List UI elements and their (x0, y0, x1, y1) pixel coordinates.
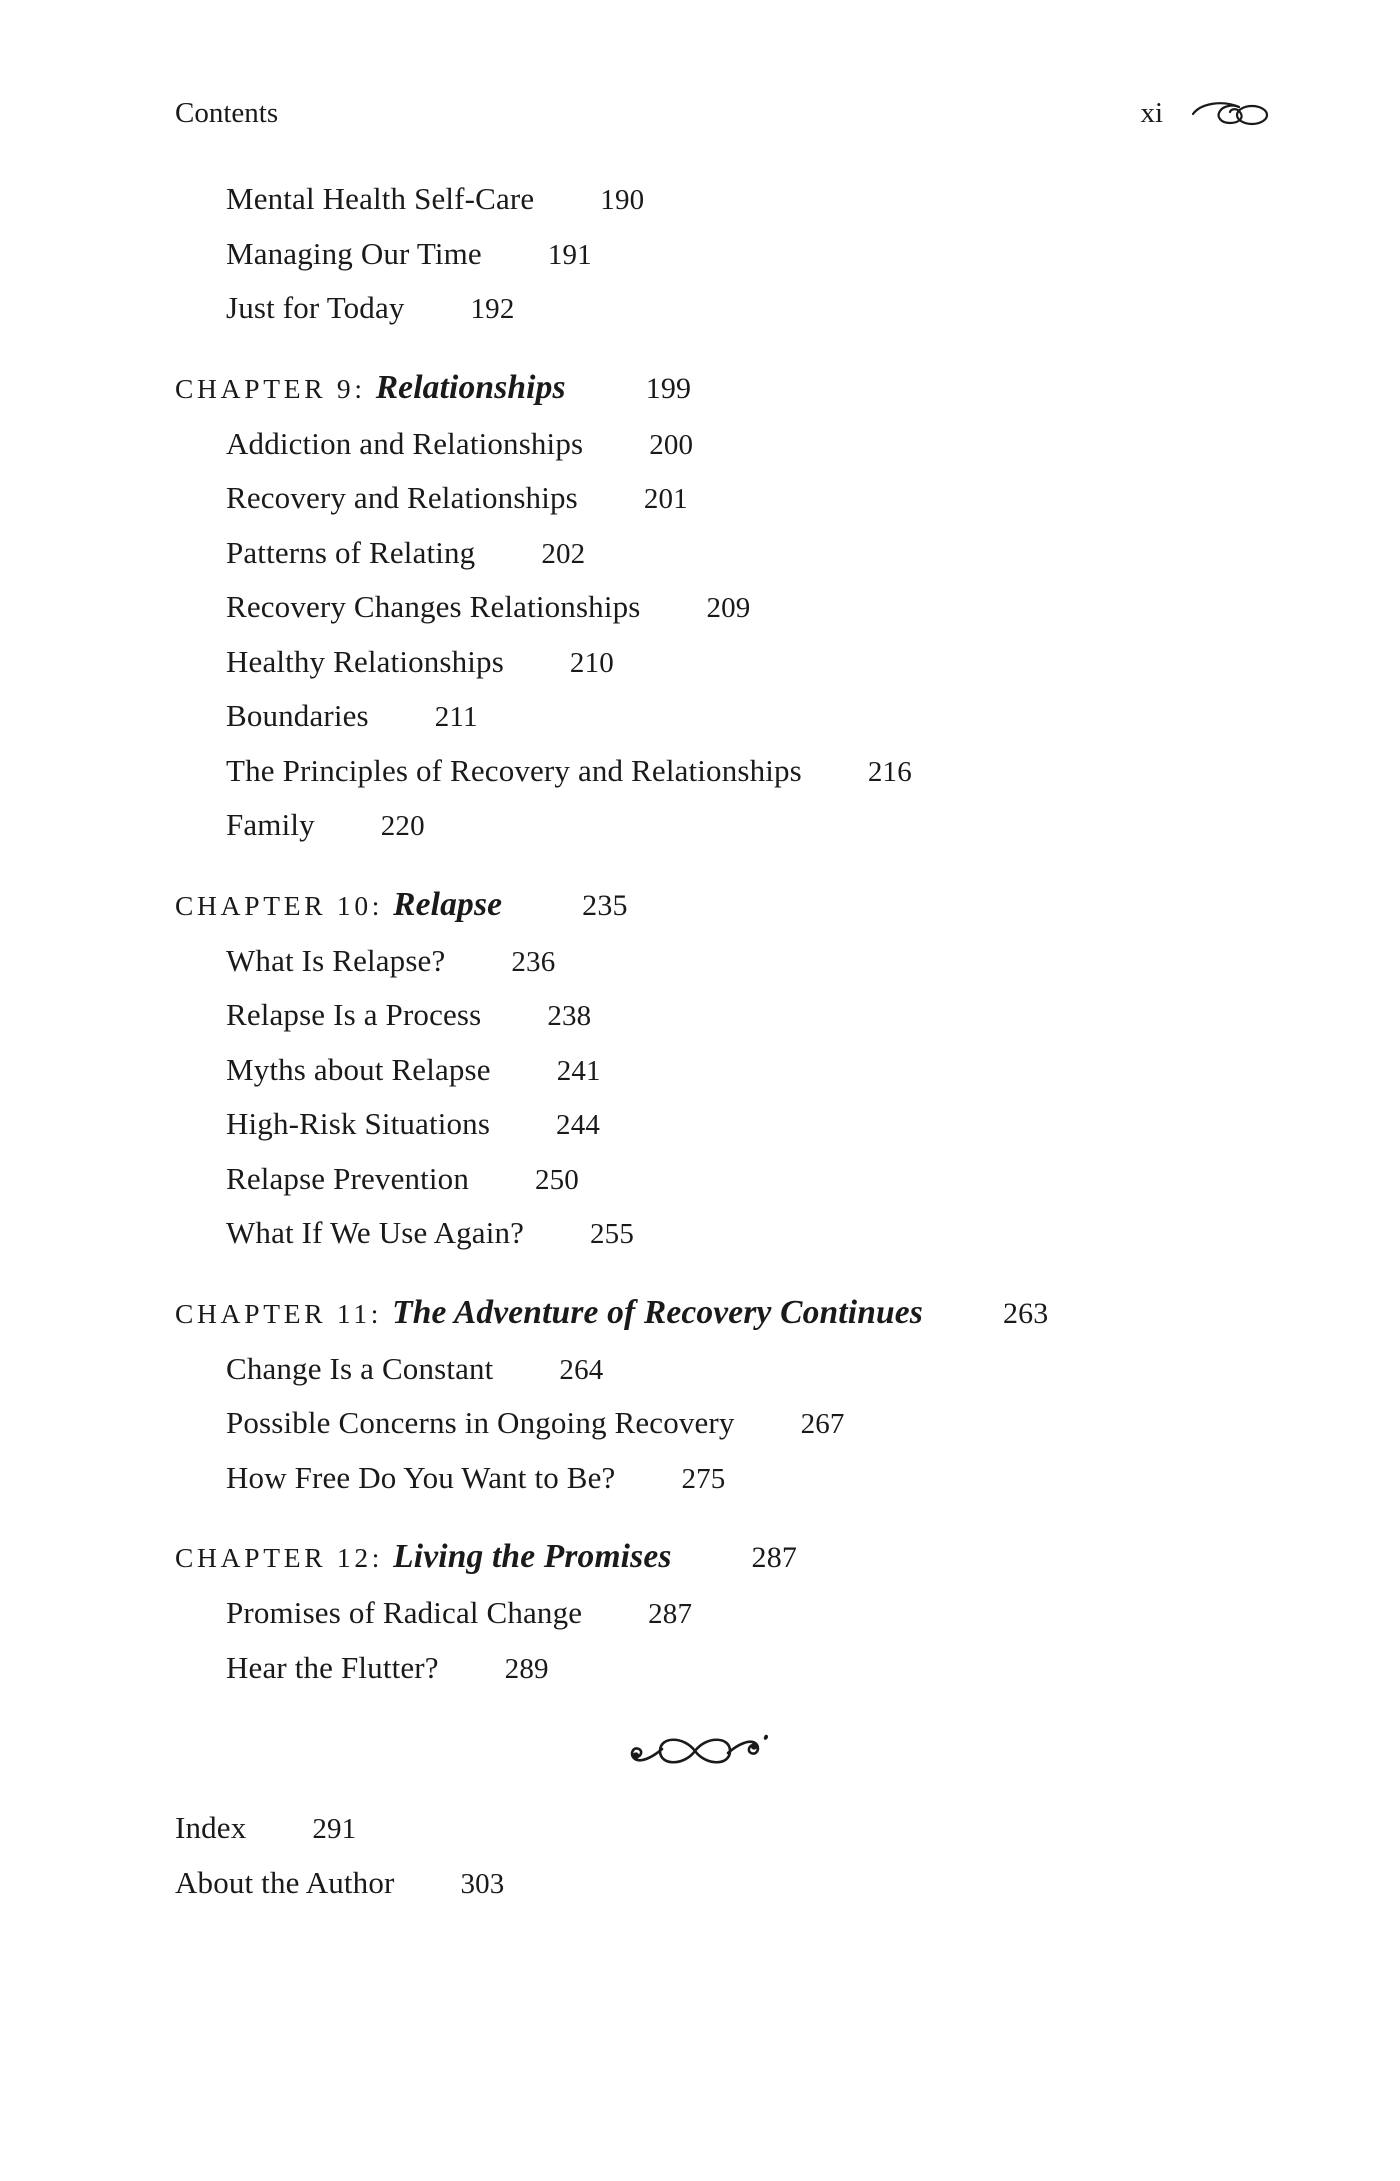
toc-entry (175, 1641, 1275, 1696)
toc-entry-page-number: 190 (600, 184, 645, 216)
folio (1140, 94, 1275, 132)
toc-entry-page-number: 244 (556, 1109, 601, 1141)
toc-entry-label: Change Is a Constant (226, 1350, 494, 1386)
toc-entry (175, 1043, 1275, 1098)
toc-entry-page-number: 211 (434, 701, 478, 733)
toc-entry-page-number: 289 (504, 1652, 549, 1685)
toc-entry-label: Relapse Prevention (226, 1160, 469, 1196)
double-loop-swirl-icon (1187, 94, 1275, 132)
toc-entry-page-number: 250 (534, 1163, 579, 1196)
toc-entry-label: How Free Do You Want to Be? (226, 1459, 616, 1495)
toc-chapter-number: CHAPTER 9: (175, 372, 366, 404)
toc-entry (175, 172, 1275, 227)
toc-chapter-page-number: 263 (1002, 1296, 1049, 1330)
toc-entry (175, 934, 1275, 989)
toc-entry-page-number: 216 (867, 755, 912, 788)
toc-entry-label: Patterns of Relating (226, 534, 476, 570)
toc-entry (175, 417, 1275, 472)
toc-entry (175, 526, 1275, 581)
toc-entry (175, 798, 1275, 853)
toc-entry-page-number: 201 (643, 483, 688, 515)
toc-backmatter-entry (175, 1801, 1275, 1856)
toc-entry (175, 988, 1275, 1043)
toc-entry-label: About the Author (175, 1864, 395, 1900)
toc-entry-label: Recovery Changes Relationships (226, 589, 641, 624)
toc-entry-page-number: 264 (559, 1353, 604, 1386)
toc-entry-page-number: 202 (541, 537, 586, 570)
toc-chapter-title: Living the Promises (393, 1538, 672, 1575)
toc-backmatter-entry (175, 1856, 1275, 1911)
toc-entry (175, 1586, 1275, 1641)
backmatter-entries (175, 1801, 1275, 1910)
toc-chapter-heading (175, 1527, 1275, 1586)
toc-entry (175, 281, 1275, 336)
toc-entry (175, 1396, 1275, 1451)
toc-entry-label: Healthy Relationships (226, 643, 504, 679)
toc-entry-label: Index (175, 1810, 247, 1845)
toc-entry-page-number: 209 (706, 592, 751, 624)
toc-chapter-number: CHAPTER 11: (175, 1297, 383, 1329)
toc-chapter-page-number: 235 (582, 888, 628, 922)
toc-chapter-heading (175, 1283, 1275, 1342)
toc-entry-label: What Is Relapse? (226, 942, 446, 978)
toc-entry-label: Managing Our Time (226, 235, 482, 271)
toc-entry (175, 580, 1275, 635)
toc-entry (175, 1342, 1275, 1397)
toc-entry-label: Promises of Radical Change (226, 1595, 583, 1630)
toc-entry-label: High-Risk Situations (226, 1106, 491, 1141)
toc-entry-label: Relapse Is a Process (226, 997, 482, 1032)
toc-entry (175, 1097, 1275, 1152)
toc-chapter-page-number: 287 (751, 1541, 798, 1574)
toc-chapter-title: Relapse (393, 885, 503, 923)
toc-entry-label: Mental Health Self-Care (226, 181, 535, 216)
toc-entry-label: Myths about Relapse (226, 1051, 491, 1087)
toc-entry-label: Just for Today (226, 290, 405, 325)
toc-entry-page-number: 236 (511, 945, 556, 978)
folio-page-number: xi (1140, 97, 1163, 129)
toc-chapter-title: Relationships (375, 368, 566, 406)
toc-entry (175, 635, 1275, 690)
toc-entry-label: Hear the Flutter? (226, 1649, 439, 1685)
toc-entry (175, 1152, 1275, 1207)
toc-entry-page-number: 220 (380, 810, 425, 842)
toc-entry-page-number: 303 (460, 1867, 505, 1900)
toc-chapter-title: The Adventure of Recovery Continues (392, 1293, 923, 1331)
toc-chapter-number: CHAPTER 10: (175, 889, 384, 921)
toc-entry (175, 1206, 1275, 1261)
toc-entry-label: Boundaries (226, 698, 369, 733)
toc-entry-page-number: 267 (800, 1408, 845, 1440)
toc-entry-label: What If We Use Again? (226, 1215, 525, 1250)
toc-entry-page-number: 255 (590, 1218, 634, 1250)
toc-entry-page-number: 191 (547, 238, 592, 271)
running-title: Contents (175, 97, 279, 129)
toc-entry (175, 744, 1275, 799)
toc-entry-page-number: 241 (556, 1054, 601, 1087)
toc-entry-label: Possible Concerns in Ongoing Recovery (226, 1405, 735, 1440)
toc-entry-label: The Principles of Recovery and Relationships (226, 752, 802, 788)
toc-entry-label: Family (226, 807, 315, 842)
toc-entry-page-number: 287 (648, 1598, 693, 1630)
section-divider (175, 1727, 1275, 1775)
infinity-flourish-icon (615, 1727, 775, 1775)
toc-entry-page-number: 238 (547, 1000, 592, 1032)
toc-chapter-number: CHAPTER 12: (175, 1542, 384, 1573)
toc-entry (175, 689, 1275, 744)
toc-entry-page-number: 275 (681, 1462, 726, 1495)
toc-chapter-heading (175, 875, 1275, 934)
toc-chapter-heading (175, 358, 1275, 417)
toc-entry-page-number: 200 (649, 428, 694, 461)
toc-entry (175, 227, 1275, 282)
toc-entry (175, 471, 1275, 526)
toc-entry-label: Recovery and Relationships (226, 480, 578, 515)
toc-entry-label: Addiction and Relationships (226, 425, 584, 461)
page-header (175, 96, 1275, 130)
toc-entry-page-number: 192 (470, 293, 515, 325)
toc-entry (175, 1451, 1275, 1506)
table-of-contents (175, 172, 1275, 1695)
toc-chapter-page-number: 199 (645, 371, 692, 405)
toc-entry-page-number: 291 (312, 1813, 357, 1845)
toc-entry-page-number: 210 (569, 646, 614, 679)
